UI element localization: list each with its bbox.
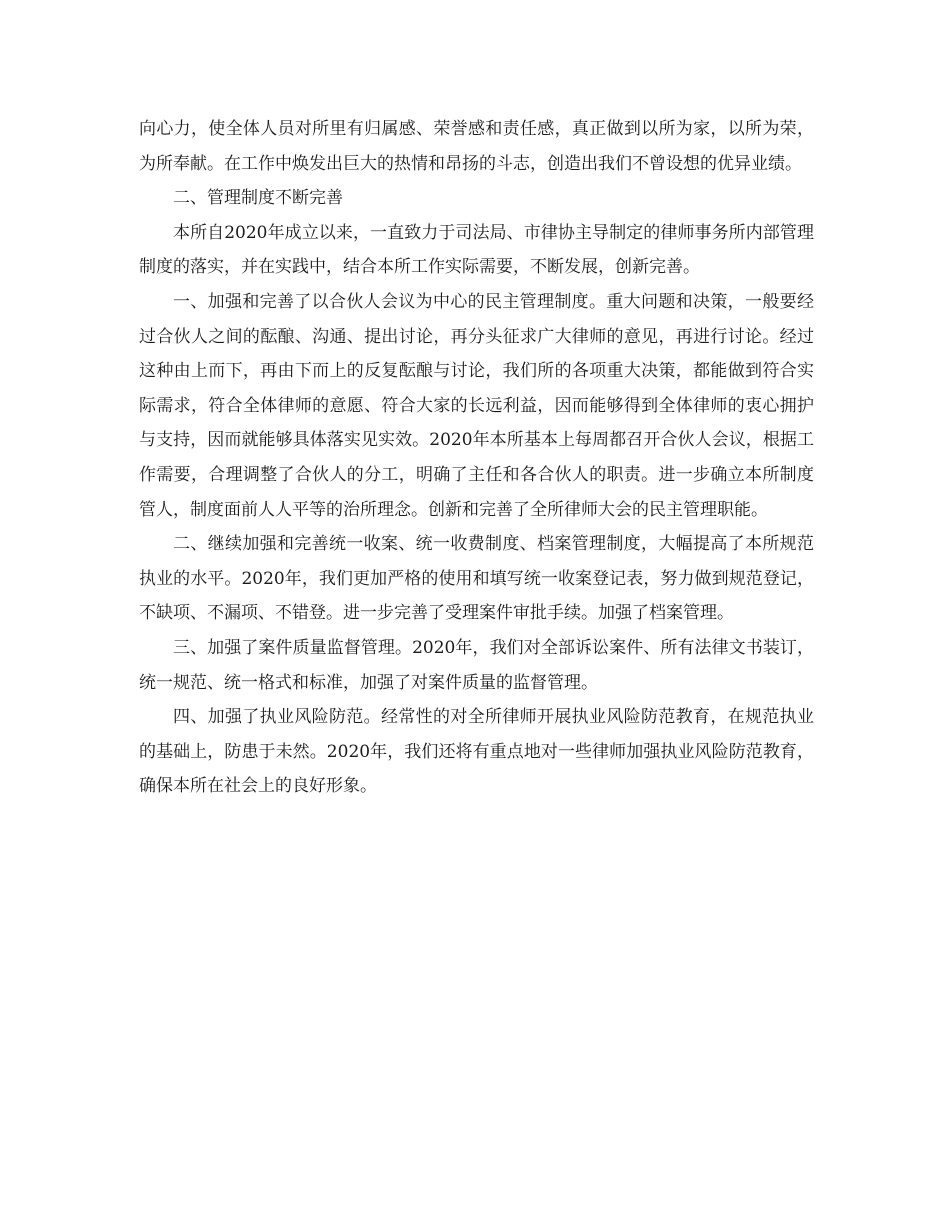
paragraph-item-4: 四、加强了执业风险防范。经常性的对全所律师开展执业风险防范教育，在规范执业的基础上，防患于未然。2020年，我们还将有重点地对一些律师加强执业风险防范教育，确保本所在社会上的良好形象。 — [139, 707, 814, 797]
paragraph-item-1: 一、加强和完善了以合伙人会议为中心的民主管理制度。重大问题和决策，一般要经过合伙人之间的酝酿、沟通、提出讨论，再分头征求广大律师的意见，再进行讨论。经过这种由上而下，再由下而上的反复酝酿与讨论，我们所的各项重大决策，都能做到符合实际需求，符合全体律师的意愿、符合大家的长远利益，因而能够得到全体律师的衷心拥护与支持，因而就能够具体落实见实效。2020年本所基本上每周都召开合伙人会议，根据工作需要，合理调整了合伙人的分工，明确了主任和各合伙人的职责。进一步确立本所制度管人，制度面前人人平等的治所理念。创新和完善了全所律师大会的民主管理职能。 — [139, 291, 814, 520]
document-body — [139, 112, 814, 804]
section-heading-management-system: 二、管理制度不断完善 — [173, 188, 343, 209]
paragraph-item-2: 二、继续加强和完善统一收案、统一收费制度、档案管理制度，大幅提高了本所规范执业的水平。2020年，我们更加严格的使用和填写统一收案登记表，努力做到规范登记，不缺项、不漏项、不错登。进一步完善了受理案件审批手续。加强了档案管理。 — [139, 534, 814, 624]
paragraph-item-3: 三、加强了案件质量监督管理。2020年，我们对全部诉讼案件、所有法律文书装订，统一规范、统一格式和标准，加强了对案件质量的监督管理。 — [139, 637, 814, 693]
paragraph-introduction: 本所自2020年成立以来，一直致力于司法局、市律协主导制定的律师事务所内部管理制度的落实，并在实践中，结合本所工作实际需要，不断发展，创新完善。 — [139, 222, 814, 278]
paragraph-continuation: 向心力，使全体人员对所里有归属感、荣誉感和责任感，真正做到以所为家，以所为荣，为所奉献。在工作中焕发出巨大的热情和昂扬的斗志，创造出我们不曾设想的优异业绩。 — [139, 119, 814, 174]
